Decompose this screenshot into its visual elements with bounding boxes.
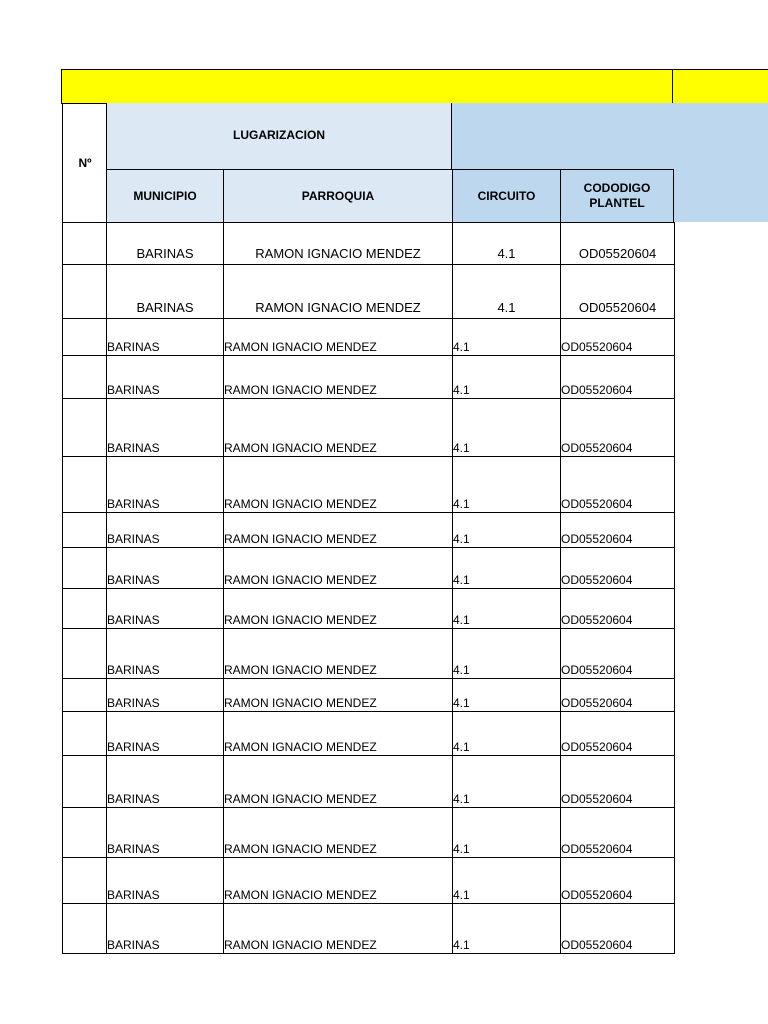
table-row: [63, 223, 675, 265]
cell-parroquia: RAMON IGNACIO MENDEZ: [224, 223, 453, 265]
cell-parroquia: RAMON IGNACIO MENDEZ: [224, 756, 453, 808]
cell-municipio: BARINAS: [107, 399, 224, 457]
cell-municipio: BARINAS: [107, 513, 224, 548]
cell-no: [63, 513, 107, 548]
cell-no: [63, 589, 107, 629]
cell-circuito: 4.1: [453, 319, 561, 356]
table-row: [63, 265, 675, 319]
cell-municipio: BARINAS: [107, 548, 224, 589]
cell-parroquia: RAMON IGNACIO MENDEZ: [224, 679, 453, 712]
cell-municipio: BARINAS: [107, 808, 224, 858]
title-band: [62, 69, 768, 104]
cell-no: [63, 223, 107, 265]
cell-codigo: OD05520604: [561, 756, 675, 808]
cell-circuito: 4.1: [453, 629, 561, 679]
cell-circuito: 4.1: [453, 712, 561, 756]
table-row: [63, 356, 675, 399]
cell-parroquia: RAMON IGNACIO MENDEZ: [224, 319, 453, 356]
cell-circuito: 4.1: [453, 399, 561, 457]
cell-municipio: BARINAS: [107, 679, 224, 712]
cell-municipio: BARINAS: [107, 858, 224, 904]
cell-circuito: 4.1: [453, 679, 561, 712]
cell-circuito: 4.1: [453, 356, 561, 399]
cell-codigo: OD05520604: [561, 629, 675, 679]
cell-circuito: 4.1: [453, 808, 561, 858]
cell-codigo: OD05520604: [561, 356, 675, 399]
data-table-body: [63, 223, 675, 954]
cell-no: [63, 808, 107, 858]
header-parroquia: PARROQUIA: [223, 169, 453, 223]
cell-circuito: 4.1: [453, 756, 561, 808]
cell-no: [63, 356, 107, 399]
cell-parroquia: RAMON IGNACIO MENDEZ: [224, 589, 453, 629]
table-row: [63, 808, 675, 858]
cell-no: [63, 904, 107, 954]
cell-parroquia: RAMON IGNACIO MENDEZ: [224, 356, 453, 399]
cell-parroquia: RAMON IGNACIO MENDEZ: [224, 513, 453, 548]
cell-codigo: OD05520604: [561, 399, 675, 457]
table-row: [63, 679, 675, 712]
cell-no: [63, 712, 107, 756]
header-circuito: CIRCUITO: [452, 169, 561, 223]
table-row: [63, 319, 675, 356]
cell-circuito: 4.1: [453, 223, 561, 265]
cell-codigo: OD05520604: [561, 808, 675, 858]
cell-no: [63, 756, 107, 808]
table-row: [63, 589, 675, 629]
cell-no: [63, 679, 107, 712]
cell-codigo: OD05520604: [561, 589, 675, 629]
cell-no: [63, 629, 107, 679]
table-row: [63, 756, 675, 808]
cell-parroquia: RAMON IGNACIO MENDEZ: [224, 399, 453, 457]
cell-circuito: 4.1: [453, 589, 561, 629]
cell-parroquia: RAMON IGNACIO MENDEZ: [224, 808, 453, 858]
cell-municipio: BARINAS: [107, 756, 224, 808]
cell-circuito: 4.1: [453, 265, 561, 319]
cell-municipio: BARINAS: [107, 712, 224, 756]
cell-parroquia: RAMON IGNACIO MENDEZ: [224, 904, 453, 954]
table-row: [63, 399, 675, 457]
cell-no: [63, 457, 107, 513]
cell-municipio: BARINAS: [107, 223, 224, 265]
cell-codigo: OD05520604: [561, 679, 675, 712]
table-row: [63, 712, 675, 756]
table-row: [63, 858, 675, 904]
data-table: [62, 222, 675, 954]
header-codigo-plantel: CODODIGO PLANTEL: [560, 169, 674, 223]
cell-no: [63, 858, 107, 904]
cell-circuito: 4.1: [453, 457, 561, 513]
cell-parroquia: RAMON IGNACIO MENDEZ: [224, 629, 453, 679]
cell-municipio: BARINAS: [107, 904, 224, 954]
header-lugarizacion: LUGARIZACION: [106, 103, 452, 170]
cell-no: [63, 265, 107, 319]
cell-codigo: OD05520604: [561, 712, 675, 756]
cell-no: [63, 399, 107, 457]
header-no: Nº: [62, 103, 107, 223]
cell-parroquia: RAMON IGNACIO MENDEZ: [224, 712, 453, 756]
cell-codigo: OD05520604: [561, 513, 675, 548]
cell-circuito: 4.1: [453, 548, 561, 589]
cell-codigo: OD05520604: [561, 457, 675, 513]
cell-municipio: BARINAS: [107, 265, 224, 319]
table-row: [63, 457, 675, 513]
cell-no: [63, 319, 107, 356]
cell-municipio: BARINAS: [107, 457, 224, 513]
table-row: [63, 629, 675, 679]
cell-no: [63, 548, 107, 589]
table-row: [63, 904, 675, 954]
cell-codigo: OD05520604: [561, 223, 675, 265]
cell-codigo: OD05520604: [561, 904, 675, 954]
cell-municipio: BARINAS: [107, 589, 224, 629]
table-row: [63, 548, 675, 589]
cell-municipio: BARINAS: [107, 356, 224, 399]
cell-parroquia: RAMON IGNACIO MENDEZ: [224, 858, 453, 904]
header-blue-block-top: [452, 103, 768, 170]
cell-codigo: OD05520604: [561, 319, 675, 356]
cell-circuito: 4.1: [453, 513, 561, 548]
cell-parroquia: RAMON IGNACIO MENDEZ: [224, 457, 453, 513]
cell-codigo: OD05520604: [561, 265, 675, 319]
cell-municipio: BARINAS: [107, 319, 224, 356]
cell-codigo: OD05520604: [561, 548, 675, 589]
cell-circuito: 4.1: [453, 904, 561, 954]
cell-parroquia: RAMON IGNACIO MENDEZ: [224, 265, 453, 319]
cell-parroquia: RAMON IGNACIO MENDEZ: [224, 548, 453, 589]
header-blue-block-side: [674, 169, 768, 222]
table-row: [63, 513, 675, 548]
cell-circuito: 4.1: [453, 858, 561, 904]
cell-municipio: BARINAS: [107, 629, 224, 679]
cell-codigo: OD05520604: [561, 858, 675, 904]
header-municipio: MUNICIPIO: [106, 169, 224, 223]
